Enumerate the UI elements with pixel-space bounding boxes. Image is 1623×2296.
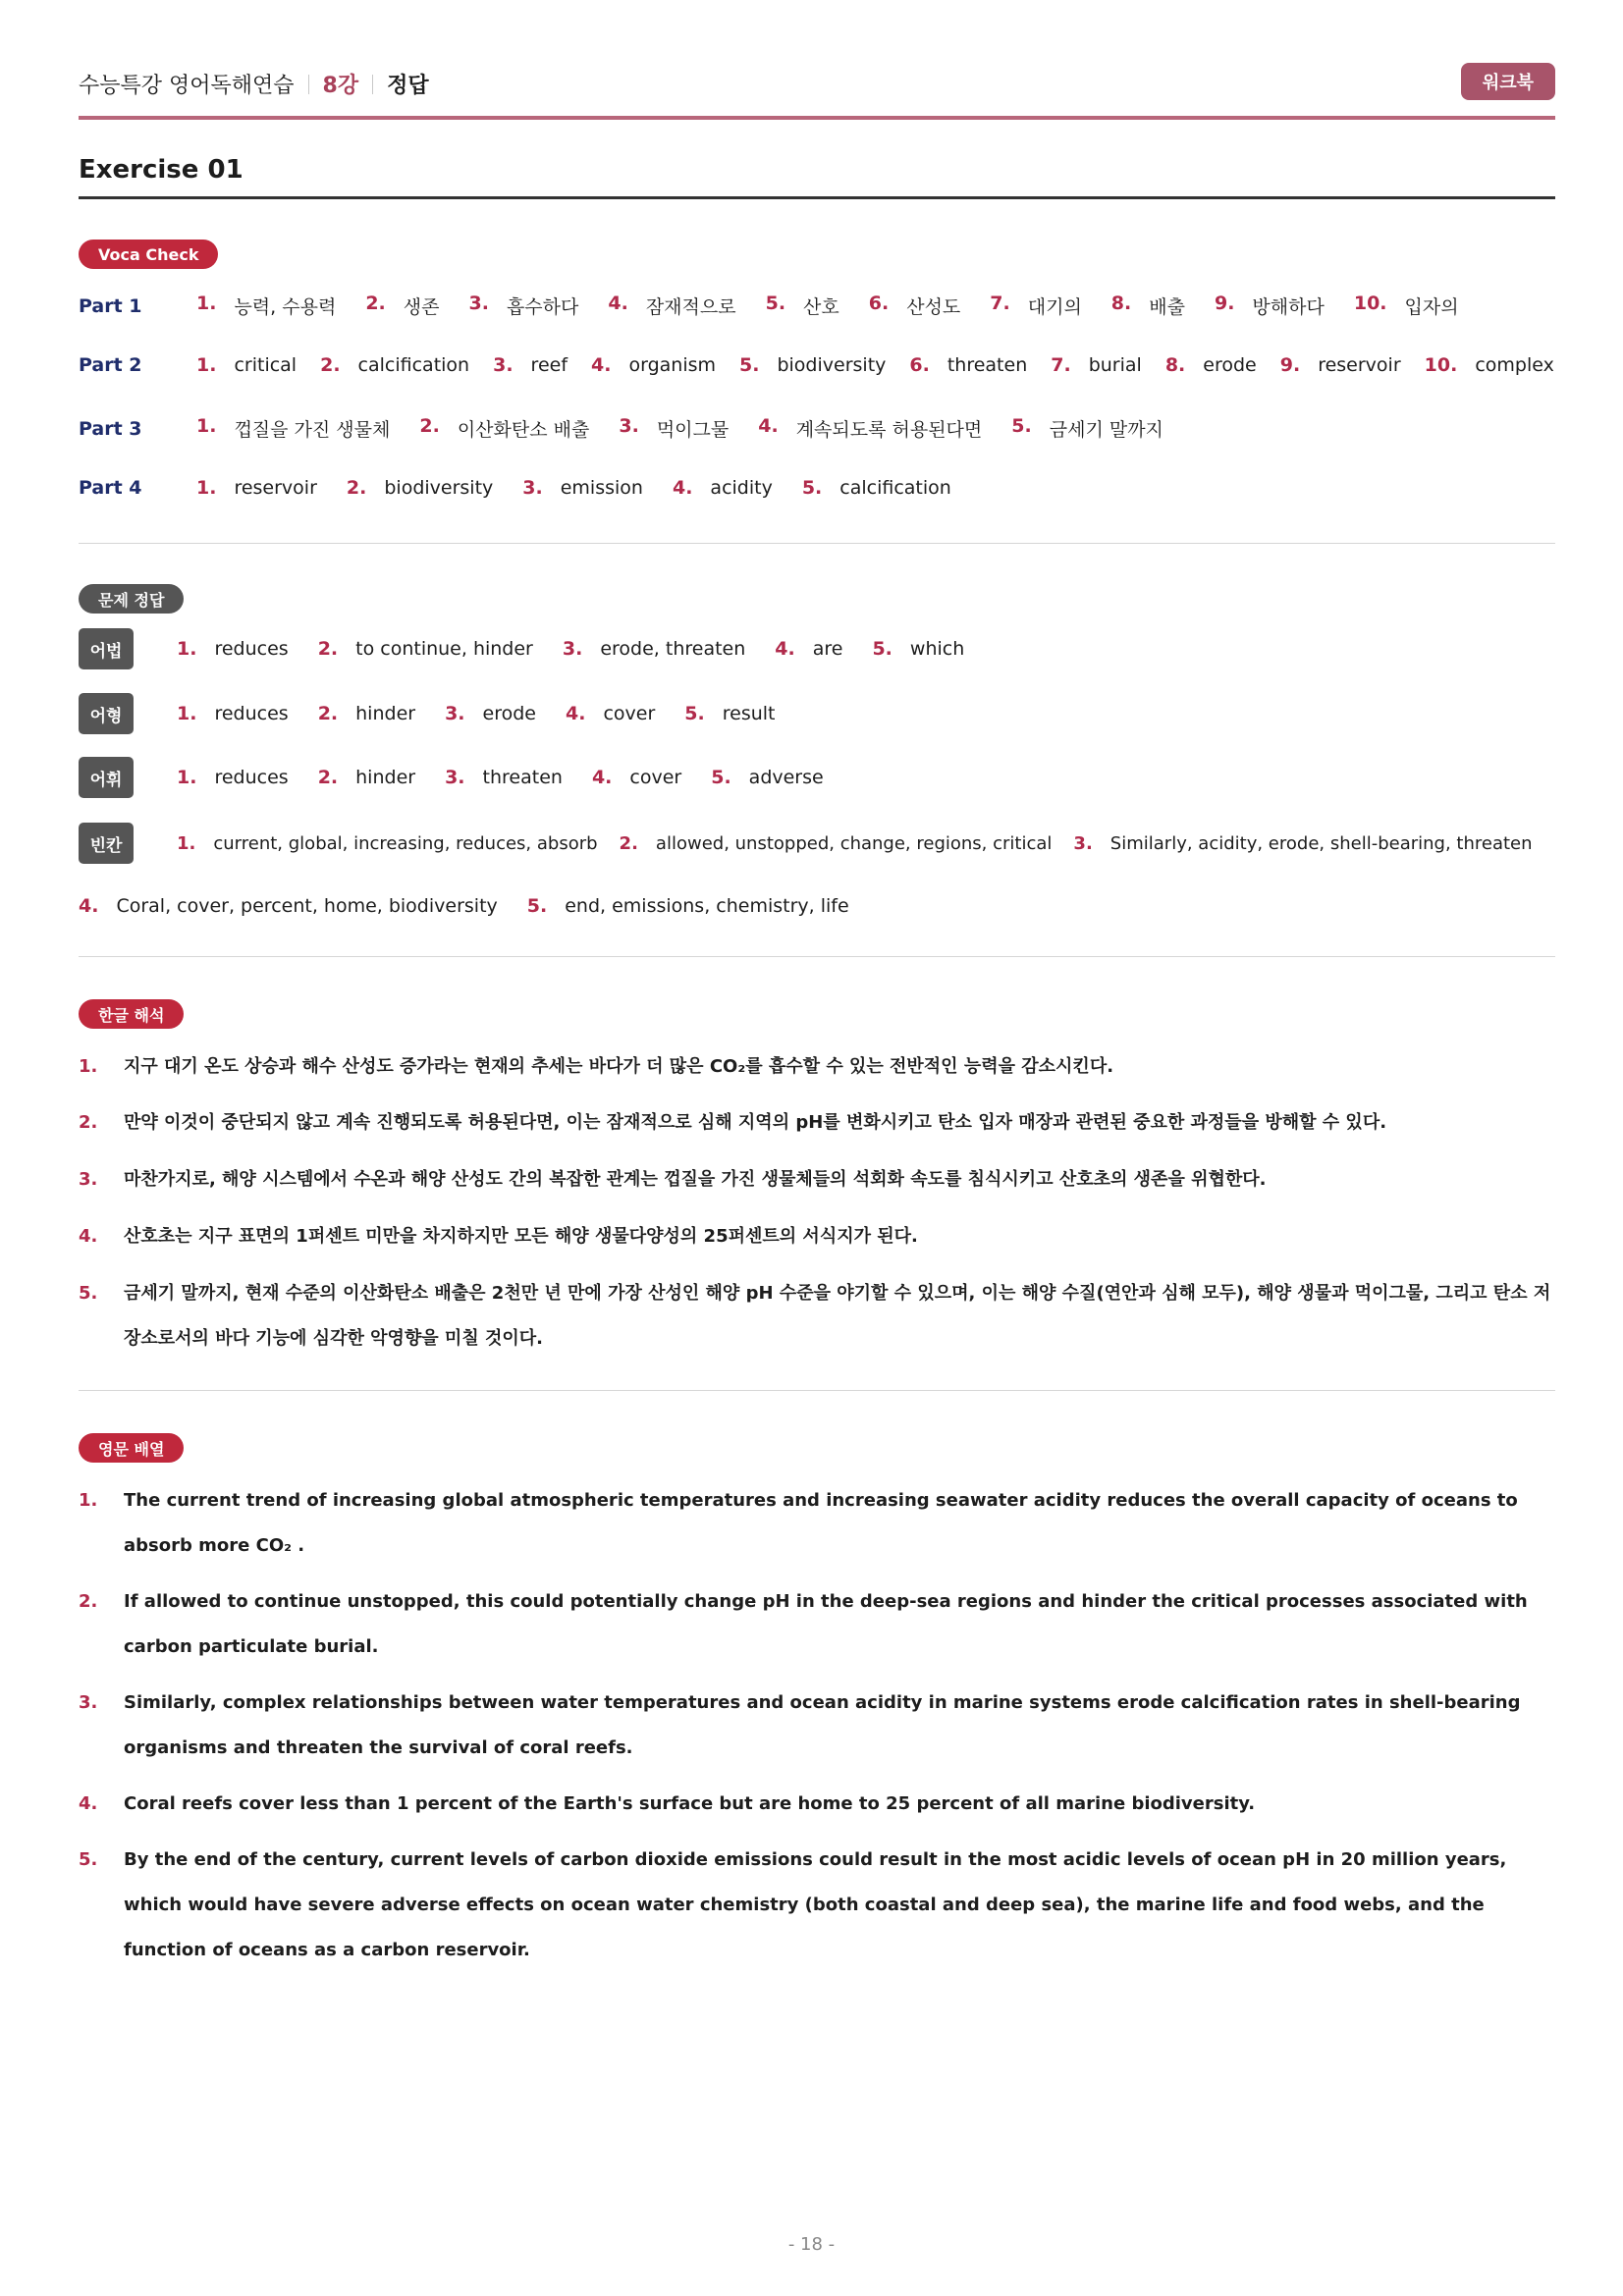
list-item	[1073, 833, 1532, 854]
list-item	[365, 293, 439, 319]
answer-row	[79, 628, 994, 669]
item-text: emission	[560, 477, 643, 499]
list-item	[1215, 293, 1325, 319]
item-number: 1.	[177, 767, 197, 788]
list-item	[318, 703, 415, 724]
item-number: 9.	[1279, 354, 1301, 376]
list-item	[1425, 354, 1554, 376]
item-text: 대기의	[1027, 296, 1082, 318]
header-title	[79, 69, 429, 99]
list-item	[1111, 293, 1185, 319]
item-text: biodiversity	[777, 354, 887, 376]
list-item	[802, 477, 951, 499]
item-text: 방해하다	[1252, 296, 1325, 318]
item-number: 5.	[872, 638, 893, 660]
item-number: 2.	[317, 638, 339, 660]
item-number: 3.	[1073, 832, 1093, 854]
item-text: reef	[530, 354, 568, 376]
sentence-text: 산호초는 지구 표면의 1퍼센트 미만을 차지하지만 모든 해양 생물다양성의 25퍼센트의 서식지가 된다.	[124, 1226, 918, 1247]
item-text: end, emissions, chemistry, life	[565, 895, 849, 917]
item-number: 2.	[619, 832, 638, 854]
korean-sentence	[79, 1100, 1555, 1146]
item-text: Similarly, acidity, erode, shell-bearing, threaten	[1109, 832, 1533, 854]
item-text: biodiversity	[384, 477, 494, 499]
list-item	[869, 293, 961, 319]
item-text: complex	[1475, 354, 1554, 376]
sentence-text: 만약 이것이 중단되지 않고 계속 진행되도록 허용된다면, 이는 잠재적으로 심해 지역의 pH를 변화시키고 탄소 입자 매장과 관련된 중요한 과정들을 방해할 수 있다.	[124, 1112, 1387, 1133]
answer-row	[79, 757, 853, 798]
section-divider	[79, 956, 1555, 957]
list-item	[608, 293, 735, 319]
list-item	[1051, 354, 1142, 376]
item-text: acidity	[710, 477, 773, 499]
item-text: hinder	[355, 703, 416, 724]
item-text: 입자의	[1404, 296, 1459, 318]
item-text: allowed, unstopped, change, regions, critical	[655, 832, 1053, 854]
item-number: 5.	[1011, 415, 1032, 437]
item-text: 능력, 수용력	[234, 296, 337, 318]
part-label: Part 4	[79, 477, 142, 499]
item-text: erode	[1203, 354, 1257, 376]
item-text: organism	[628, 354, 717, 376]
item-text: 잠재적으로	[645, 296, 736, 318]
section-divider	[79, 1390, 1555, 1391]
item-number: 2.	[419, 415, 440, 437]
item-number: 5.	[526, 895, 548, 917]
page-number: - 18 -	[787, 2234, 836, 2255]
item-number: 5.	[765, 293, 786, 314]
item-number: 2.	[317, 767, 339, 788]
sentence-number: 5.	[79, 1849, 98, 1870]
list-item	[619, 415, 729, 442]
list-item	[766, 293, 839, 319]
voca-part-row	[79, 293, 1488, 319]
list-item	[79, 895, 498, 917]
item-number: 10.	[1424, 354, 1458, 376]
item-text: reduces	[214, 638, 289, 660]
item-number: 1.	[196, 354, 217, 376]
item-number: 2.	[346, 477, 367, 499]
korean-sentence	[79, 1157, 1555, 1202]
sentence-text: 마찬가지로, 해양 시스템에서 수온과 해양 산성도 간의 복잡한 관계는 껍질을 가진 생물체들의 석회화 속도를 침식시키고 산호초의 생존을 위협한다.	[124, 1169, 1267, 1190]
item-number: 5.	[739, 354, 760, 376]
list-item	[493, 354, 568, 376]
list-item	[196, 354, 297, 376]
list-item	[527, 895, 849, 917]
list-item	[1354, 293, 1459, 319]
voca-part-row	[79, 354, 1554, 376]
list-item	[990, 293, 1082, 319]
page-header	[79, 65, 1555, 104]
header-divider	[372, 75, 373, 94]
voca-part-row	[79, 477, 981, 499]
list-item	[684, 703, 775, 724]
list-item	[1011, 415, 1163, 442]
answer-row-continued	[79, 895, 879, 917]
item-number: 5.	[711, 767, 731, 788]
item-number: 8.	[1110, 293, 1132, 314]
list-item	[177, 638, 289, 660]
item-number: 1.	[177, 703, 197, 724]
list-item	[177, 767, 289, 788]
answers-pill: 문제 정답	[79, 584, 184, 614]
item-text: cover	[603, 703, 656, 724]
item-number: 4.	[758, 415, 779, 437]
list-item	[1165, 354, 1257, 376]
list-item	[758, 415, 982, 442]
item-number: 1.	[196, 477, 217, 499]
list-item	[318, 767, 415, 788]
item-text: critical	[234, 354, 298, 376]
list-item	[739, 354, 886, 376]
list-item	[196, 415, 390, 442]
voca-part-row	[79, 415, 1193, 442]
item-text: 먹이그물	[656, 419, 730, 441]
answer-tag: 빈칸	[79, 823, 134, 864]
item-number: 6.	[868, 293, 890, 314]
sentence-number: 1.	[79, 1490, 98, 1511]
sentence-number: 3.	[79, 1169, 98, 1190]
item-text: 배출	[1149, 296, 1185, 318]
part-label: Part 3	[79, 417, 142, 440]
item-text: reservoir	[234, 477, 317, 499]
item-text: 이산화탄소 배출	[457, 419, 590, 441]
item-number: 8.	[1164, 354, 1186, 376]
item-text: erode	[482, 703, 536, 724]
list-item	[591, 354, 716, 376]
english-sentence	[79, 1838, 1555, 1973]
list-item	[177, 833, 598, 854]
list-item	[318, 638, 533, 660]
item-number: 3.	[468, 293, 489, 314]
english-sentence	[79, 1478, 1555, 1569]
item-text: to continue, hinder	[355, 638, 533, 660]
answer-row	[79, 693, 805, 734]
list-item	[445, 703, 536, 724]
list-item	[566, 703, 655, 724]
list-item	[620, 833, 1053, 854]
sentence-text: The current trend of increasing global atmospheric temperatures and increasing seawater acidity reduces the overall capacity of oceans to absorb more CO₂ .	[124, 1490, 1518, 1556]
sentence-text: By the end of the century, current levels of carbon dioxide emissions could result in the most acidic levels of ocean pH in 20 million years, which would have severe adverse effects on ocean water chemistry (both coastal and deep sea), the marine life and food webs, and the function of oceans as a carbon reservoir.	[124, 1849, 1507, 1960]
item-text: 산호	[803, 296, 839, 318]
sentence-number: 4.	[79, 1793, 98, 1814]
list-item	[711, 767, 824, 788]
item-text: 계속되도록 허용된다면	[795, 419, 983, 441]
header-rule	[79, 116, 1555, 120]
item-number: 2.	[365, 293, 386, 314]
item-text: which	[909, 638, 965, 660]
list-item	[177, 703, 289, 724]
sentence-text: 금세기 말까지, 현재 수준의 이산화탄소 배출은 2천만 년 만에 가장 산성인 해양 pH 수준을 야기할 수 있으며, 이는 해양 수질(연안과 심해 모두), 해양 생물과 먹이그물, 그리고 탄소 저장소로서의 바다 기능에 심각한 악영향을 미칠 것이다.	[124, 1283, 1551, 1349]
item-number: 4.	[591, 354, 612, 376]
voca-check-pill: Voca Check	[79, 240, 218, 269]
list-item	[673, 477, 773, 499]
section-divider	[79, 543, 1555, 544]
item-text: cover	[629, 767, 682, 788]
item-number: 1.	[177, 832, 196, 854]
part-label: Part 2	[79, 354, 142, 376]
item-number: 9.	[1214, 293, 1235, 314]
sentence-text: Coral reefs cover less than 1 percent of the Earth's surface but are home to 25 percent of all marine biodiversity.	[124, 1793, 1256, 1814]
item-number: 5.	[801, 477, 823, 499]
item-text: are	[812, 638, 843, 660]
english-sentence	[79, 1782, 1555, 1827]
item-text: hinder	[355, 767, 416, 788]
sentence-number: 5.	[79, 1283, 98, 1304]
course-name: 수능특강 영어독해연습	[79, 74, 295, 98]
lesson-number: 8강	[322, 74, 359, 98]
item-text: reduces	[214, 703, 289, 724]
sentence-number: 3.	[79, 1692, 98, 1713]
list-item	[522, 477, 643, 499]
item-number: 3.	[619, 415, 639, 437]
list-item	[872, 638, 964, 660]
sentence-number: 2.	[79, 1591, 98, 1612]
list-item	[775, 638, 842, 660]
korean-sentence	[79, 1271, 1555, 1362]
list-item	[563, 638, 745, 660]
item-text: 흡수하다	[506, 296, 579, 318]
sentence-text: Similarly, complex relationships between water temperatures and ocean acidity in marine systems erode calcification rates in shell-bearing organisms and threaten the survival of coral reefs.	[124, 1692, 1521, 1758]
answer-label: 정답	[387, 74, 429, 98]
item-number: 7.	[990, 293, 1010, 314]
item-text: 산성도	[906, 296, 961, 318]
item-text: threaten	[947, 354, 1028, 376]
item-text: calcification	[357, 354, 470, 376]
item-number: 4.	[672, 477, 693, 499]
item-number: 3.	[493, 354, 514, 376]
answer-tag: 어휘	[79, 757, 134, 798]
item-text: reduces	[214, 767, 289, 788]
item-number: 4.	[591, 767, 613, 788]
item-text: current, global, increasing, reduces, absorb	[213, 832, 598, 854]
item-text: calcification	[839, 477, 951, 499]
answer-tag: 어형	[79, 693, 134, 734]
item-text: reservoir	[1318, 354, 1401, 376]
english-arrangement-pill: 영문 배열	[79, 1433, 184, 1463]
sentence-number: 4.	[79, 1226, 98, 1247]
english-sentence	[79, 1579, 1555, 1670]
answer-tag: 어법	[79, 628, 134, 669]
korean-translation-pill: 한글 해석	[79, 999, 184, 1029]
list-item	[320, 354, 469, 376]
list-item	[909, 354, 1027, 376]
item-number: 1.	[196, 415, 217, 437]
item-text: adverse	[748, 767, 824, 788]
item-number: 4.	[608, 293, 628, 314]
part-label: Part 1	[79, 294, 142, 317]
sentence-text: If allowed to continue unstopped, this could potentially change pH in the deep-sea regions and hinder the critical processes associated with carbon particulate burial.	[124, 1591, 1528, 1657]
korean-sentence	[79, 1044, 1555, 1090]
item-text: threaten	[482, 767, 563, 788]
item-number: 7.	[1051, 354, 1071, 376]
exercise-rule	[79, 196, 1555, 199]
list-item	[196, 293, 336, 319]
list-item	[592, 767, 681, 788]
sentence-text: 지구 대기 온도 상승과 해수 산성도 증가라는 현재의 추세는 바다가 더 많은 CO₂를 흡수할 수 있는 전반적인 능력을 감소시킨다.	[124, 1056, 1114, 1077]
item-text: Coral, cover, percent, home, biodiversity	[116, 895, 498, 917]
korean-sentence	[79, 1214, 1555, 1259]
item-text: burial	[1088, 354, 1142, 376]
list-item	[445, 767, 563, 788]
english-sentence	[79, 1681, 1555, 1771]
item-text: 금세기 말까지	[1049, 419, 1163, 441]
item-number: 4.	[566, 703, 586, 724]
sentence-number: 1.	[79, 1056, 98, 1077]
item-number: 3.	[445, 767, 465, 788]
item-number: 4.	[775, 638, 795, 660]
item-text: 껍질을 가진 생물체	[234, 419, 391, 441]
item-number: 4.	[79, 895, 99, 917]
item-number: 3.	[445, 703, 465, 724]
item-number: 3.	[562, 638, 583, 660]
answer-row	[79, 823, 1533, 864]
item-text: result	[722, 703, 776, 724]
sentence-number: 2.	[79, 1112, 98, 1133]
list-item	[1280, 354, 1401, 376]
item-text: 생존	[403, 296, 440, 318]
item-number: 1.	[196, 293, 217, 314]
item-text: erode, threaten	[600, 638, 746, 660]
item-number: 1.	[177, 638, 197, 660]
list-item	[419, 415, 589, 442]
header-divider	[308, 75, 309, 94]
item-number: 5.	[684, 703, 705, 724]
item-number: 6.	[909, 354, 930, 376]
item-number: 10.	[1353, 293, 1387, 314]
item-number: 3.	[522, 477, 543, 499]
list-item	[196, 477, 317, 499]
workbook-badge: 워크북	[1461, 63, 1555, 100]
item-number: 2.	[320, 354, 341, 376]
list-item	[468, 293, 578, 319]
list-item	[347, 477, 493, 499]
item-number: 2.	[317, 703, 339, 724]
exercise-title: Exercise 01	[79, 155, 243, 185]
